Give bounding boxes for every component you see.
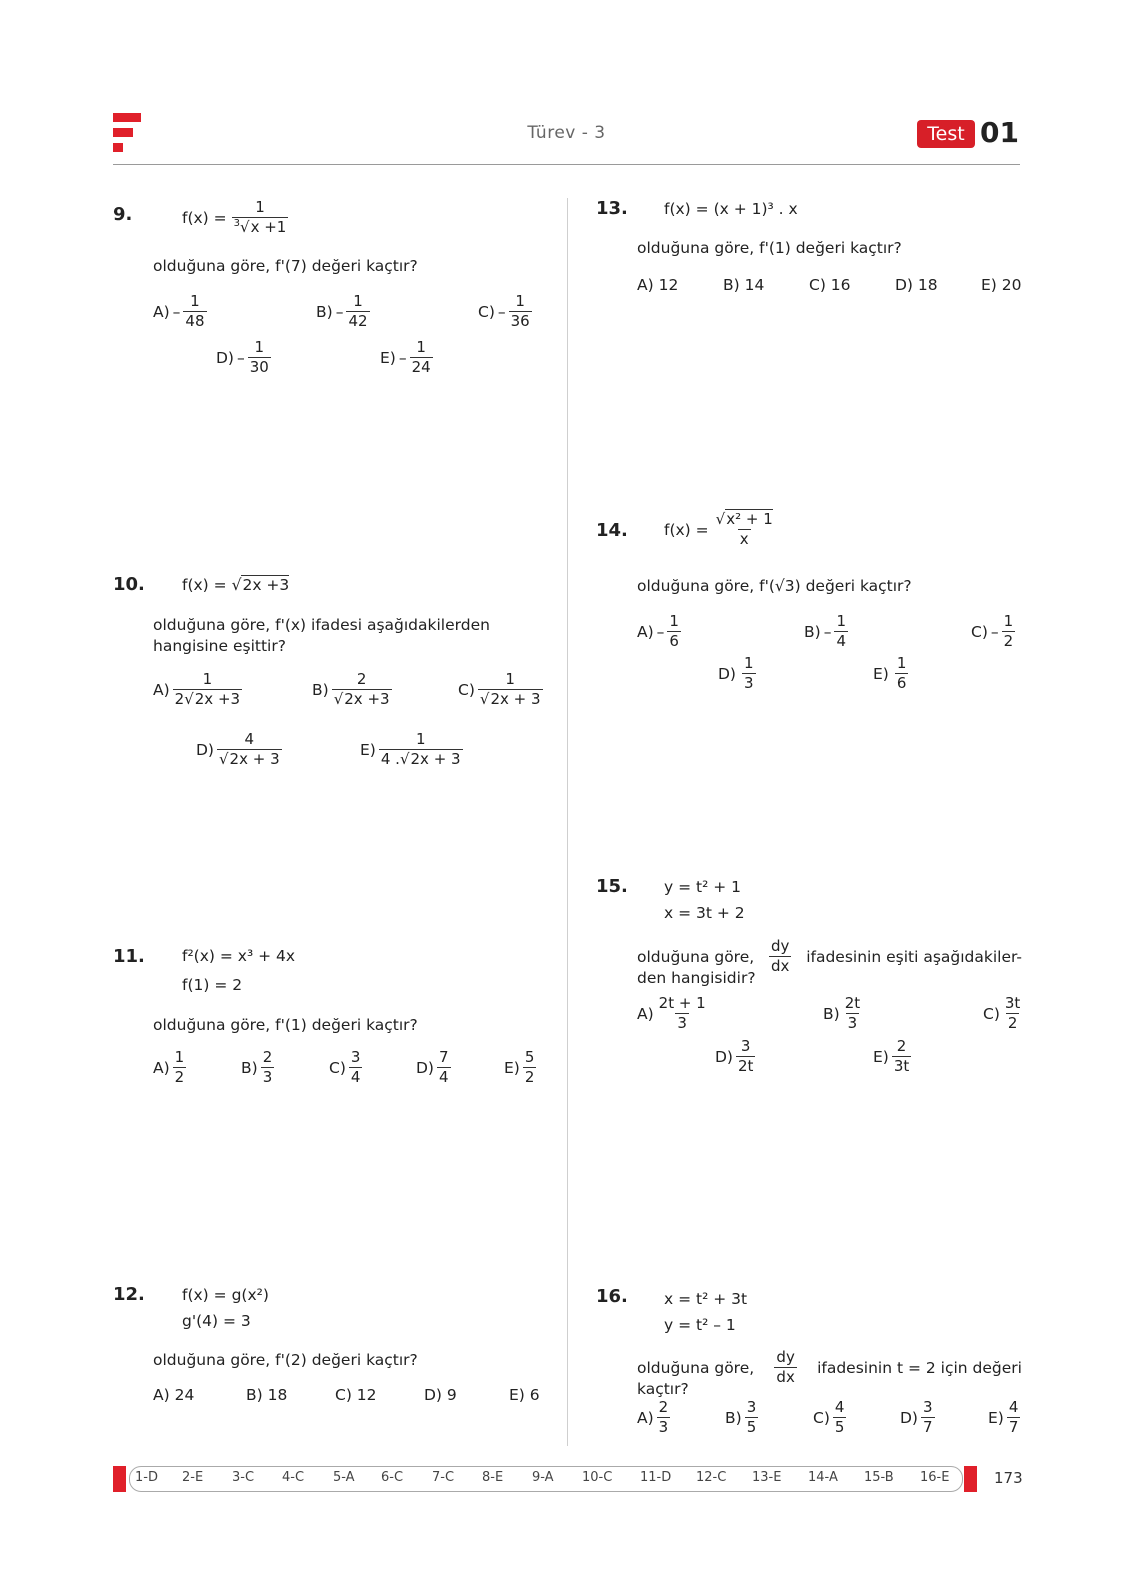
header-divider (113, 164, 1020, 165)
answer-key-right-marker (964, 1466, 977, 1492)
question-16-stem-cont: kaçtır? (637, 1380, 689, 1398)
question-15-line1: y = t² + 1 (664, 878, 742, 896)
question-12-line2: g'(4) = 3 (182, 1312, 251, 1330)
option-b[interactable]: B) $\frac{2}{3}$ (241, 1048, 273, 1086)
option-c[interactable]: C) 12 (335, 1386, 377, 1404)
option-c[interactable]: C) – $\frac{1}{2}$ (971, 612, 1014, 650)
question-9-stem: olduğuna göre, f'(7) değeri kaçtır? (153, 257, 418, 275)
question-14-stem: olduğuna göre, f'(√3) değeri kaçtır? (637, 577, 912, 595)
question-16-stem: olduğuna göre, $\frac{dy}{dx}$ ifadesinin t = 2 için değeri (637, 1348, 1022, 1386)
page-number: 173 (994, 1469, 1023, 1487)
question-number: 11. (113, 946, 145, 967)
question-number: 16. (596, 1286, 628, 1307)
test-badge: Test (917, 120, 975, 148)
option-e[interactable]: E) $\frac{2}{3t}$ (873, 1037, 910, 1075)
question-12-stem: olduğuna göre, f'(2) değeri kaçtır? (153, 1351, 418, 1369)
answer-key-item: 5-A (333, 1470, 355, 1485)
question-number: 10. (113, 574, 145, 595)
question-16-line1: x = t² + 3t (664, 1290, 748, 1308)
option-c[interactable]: C) $\frac{3t}{2}$ (983, 994, 1021, 1032)
question-14-function: f(x) = $\frac{\text{√x² + 1}}{x}$ (664, 510, 773, 548)
question-15-stem-cont: den hangisidir? (637, 969, 756, 987)
option-d[interactable]: D) 9 (424, 1386, 457, 1404)
question-11-stem: olduğuna göre, f'(1) değeri kaçtır? (153, 1016, 418, 1034)
option-b[interactable]: B) $\frac{2t}{3}$ (823, 994, 861, 1032)
option-d[interactable]: D) – $\frac{1}{30}$ (216, 338, 269, 376)
question-number: 13. (596, 198, 628, 219)
answer-key-item: 16-E (920, 1470, 950, 1485)
option-d[interactable]: D) 18 (895, 276, 938, 294)
answer-key-item: 7-C (432, 1470, 455, 1485)
question-number: 12. (113, 1284, 145, 1305)
option-e[interactable]: E) $\frac{1}{4 .√2x + 3}$ (360, 730, 461, 768)
question-11-line2: f(1) = 2 (182, 976, 243, 994)
question-16-line2: y = t² – 1 (664, 1316, 736, 1334)
answer-key-item: 12-C (696, 1470, 727, 1485)
option-d[interactable]: D) $\frac{3}{2t}$ (715, 1037, 754, 1075)
answer-key-item: 15-B (864, 1470, 894, 1485)
answer-key-item: 3-C (232, 1470, 255, 1485)
option-c[interactable]: C) $\frac{4}{5}$ (813, 1398, 845, 1436)
test-number: 01 (980, 116, 1019, 149)
option-c[interactable]: C) $\frac{3}{4}$ (329, 1048, 361, 1086)
option-d[interactable]: D) $\frac{7}{4}$ (416, 1048, 449, 1086)
answer-key-item: 4-C (282, 1470, 305, 1485)
question-number: 9. (113, 204, 133, 225)
question-number: 15. (596, 876, 628, 897)
option-b[interactable]: B) 14 (723, 276, 765, 294)
option-a[interactable]: A) $\frac{1}{2}$ (153, 1048, 185, 1086)
option-a[interactable]: A) 12 (637, 276, 679, 294)
question-12-line1: f(x) = g(x²) (182, 1286, 269, 1304)
answer-key-item: 6-C (381, 1470, 404, 1485)
option-c[interactable]: C) – $\frac{1}{36}$ (478, 292, 530, 330)
option-e[interactable]: E) 20 (981, 276, 1022, 294)
question-15-line2: x = 3t + 2 (664, 904, 745, 922)
option-a[interactable]: A) 24 (153, 1386, 195, 1404)
option-b[interactable]: B) – $\frac{1}{4}$ (804, 612, 846, 650)
question-10-function: f(x) = √2x +3 (182, 576, 290, 594)
answer-key-item: 9-A (532, 1470, 554, 1485)
question-9-function: f(x) = $\frac{1}{^3√x +1}$ (182, 198, 287, 236)
question-number: 14. (596, 520, 628, 541)
option-e[interactable]: E) $\frac{4}{7}$ (988, 1398, 1019, 1436)
answer-key-item: 1-D (135, 1470, 158, 1485)
option-a[interactable]: A) $\frac{2t + 1}{3}$ (637, 994, 706, 1032)
option-d[interactable]: D) $\frac{3}{7}$ (900, 1398, 933, 1436)
answer-key-item: 2-E (182, 1470, 204, 1485)
answer-key-left-marker (113, 1466, 126, 1492)
question-13-stem: olduğuna göre, f'(1) değeri kaçtır? (637, 239, 902, 257)
option-b[interactable]: B) $\frac{2}{√2x +3}$ (312, 670, 390, 708)
option-e[interactable]: E) $\frac{5}{2}$ (504, 1048, 535, 1086)
question-11-line1: f²(x) = x³ + 4x (182, 947, 296, 965)
answer-key-bar (113, 1466, 977, 1492)
answer-key-item: 13-E (752, 1470, 782, 1485)
option-e[interactable]: E) 6 (509, 1386, 540, 1404)
option-b[interactable]: B) 18 (246, 1386, 288, 1404)
option-c[interactable]: C) 16 (809, 276, 851, 294)
option-b[interactable]: B) – $\frac{1}{42}$ (316, 292, 368, 330)
option-a[interactable]: A) – $\frac{1}{6}$ (637, 612, 679, 650)
answer-key-item: 11-D (640, 1470, 672, 1485)
question-13-function: f(x) = (x + 1)³ . x (664, 200, 798, 218)
option-e[interactable]: E) – $\frac{1}{24}$ (380, 338, 431, 376)
option-a[interactable]: A) – $\frac{1}{48}$ (153, 292, 205, 330)
question-15-stem: olduğuna göre, $\frac{dy}{dx}$ ifadesinin eşiti aşağıdakiler- (637, 937, 1022, 975)
answer-key-item: 10-C (582, 1470, 613, 1485)
option-c[interactable]: C) $\frac{1}{√2x + 3}$ (458, 670, 541, 708)
question-10-stem: olduğuna göre, f'(x) ifadesi aşağıdakilerden hangisine eşittir? (153, 616, 490, 655)
option-e[interactable]: E) $\frac{1}{6}$ (873, 654, 907, 692)
option-d[interactable]: D) $\frac{4}{√2x + 3}$ (196, 730, 280, 768)
page-title: Türev - 3 (527, 123, 606, 143)
option-a[interactable]: A) $\frac{2}{3}$ (637, 1398, 669, 1436)
option-d[interactable]: D) $\frac{1}{3}$ (718, 654, 754, 692)
option-a[interactable]: A) $\frac{1}{2√2x +3}$ (153, 670, 241, 708)
answer-key-item: 8-E (482, 1470, 504, 1485)
answer-key-item: 14-A (808, 1470, 838, 1485)
option-b[interactable]: B) $\frac{3}{5}$ (725, 1398, 757, 1436)
column-divider (567, 198, 568, 1446)
